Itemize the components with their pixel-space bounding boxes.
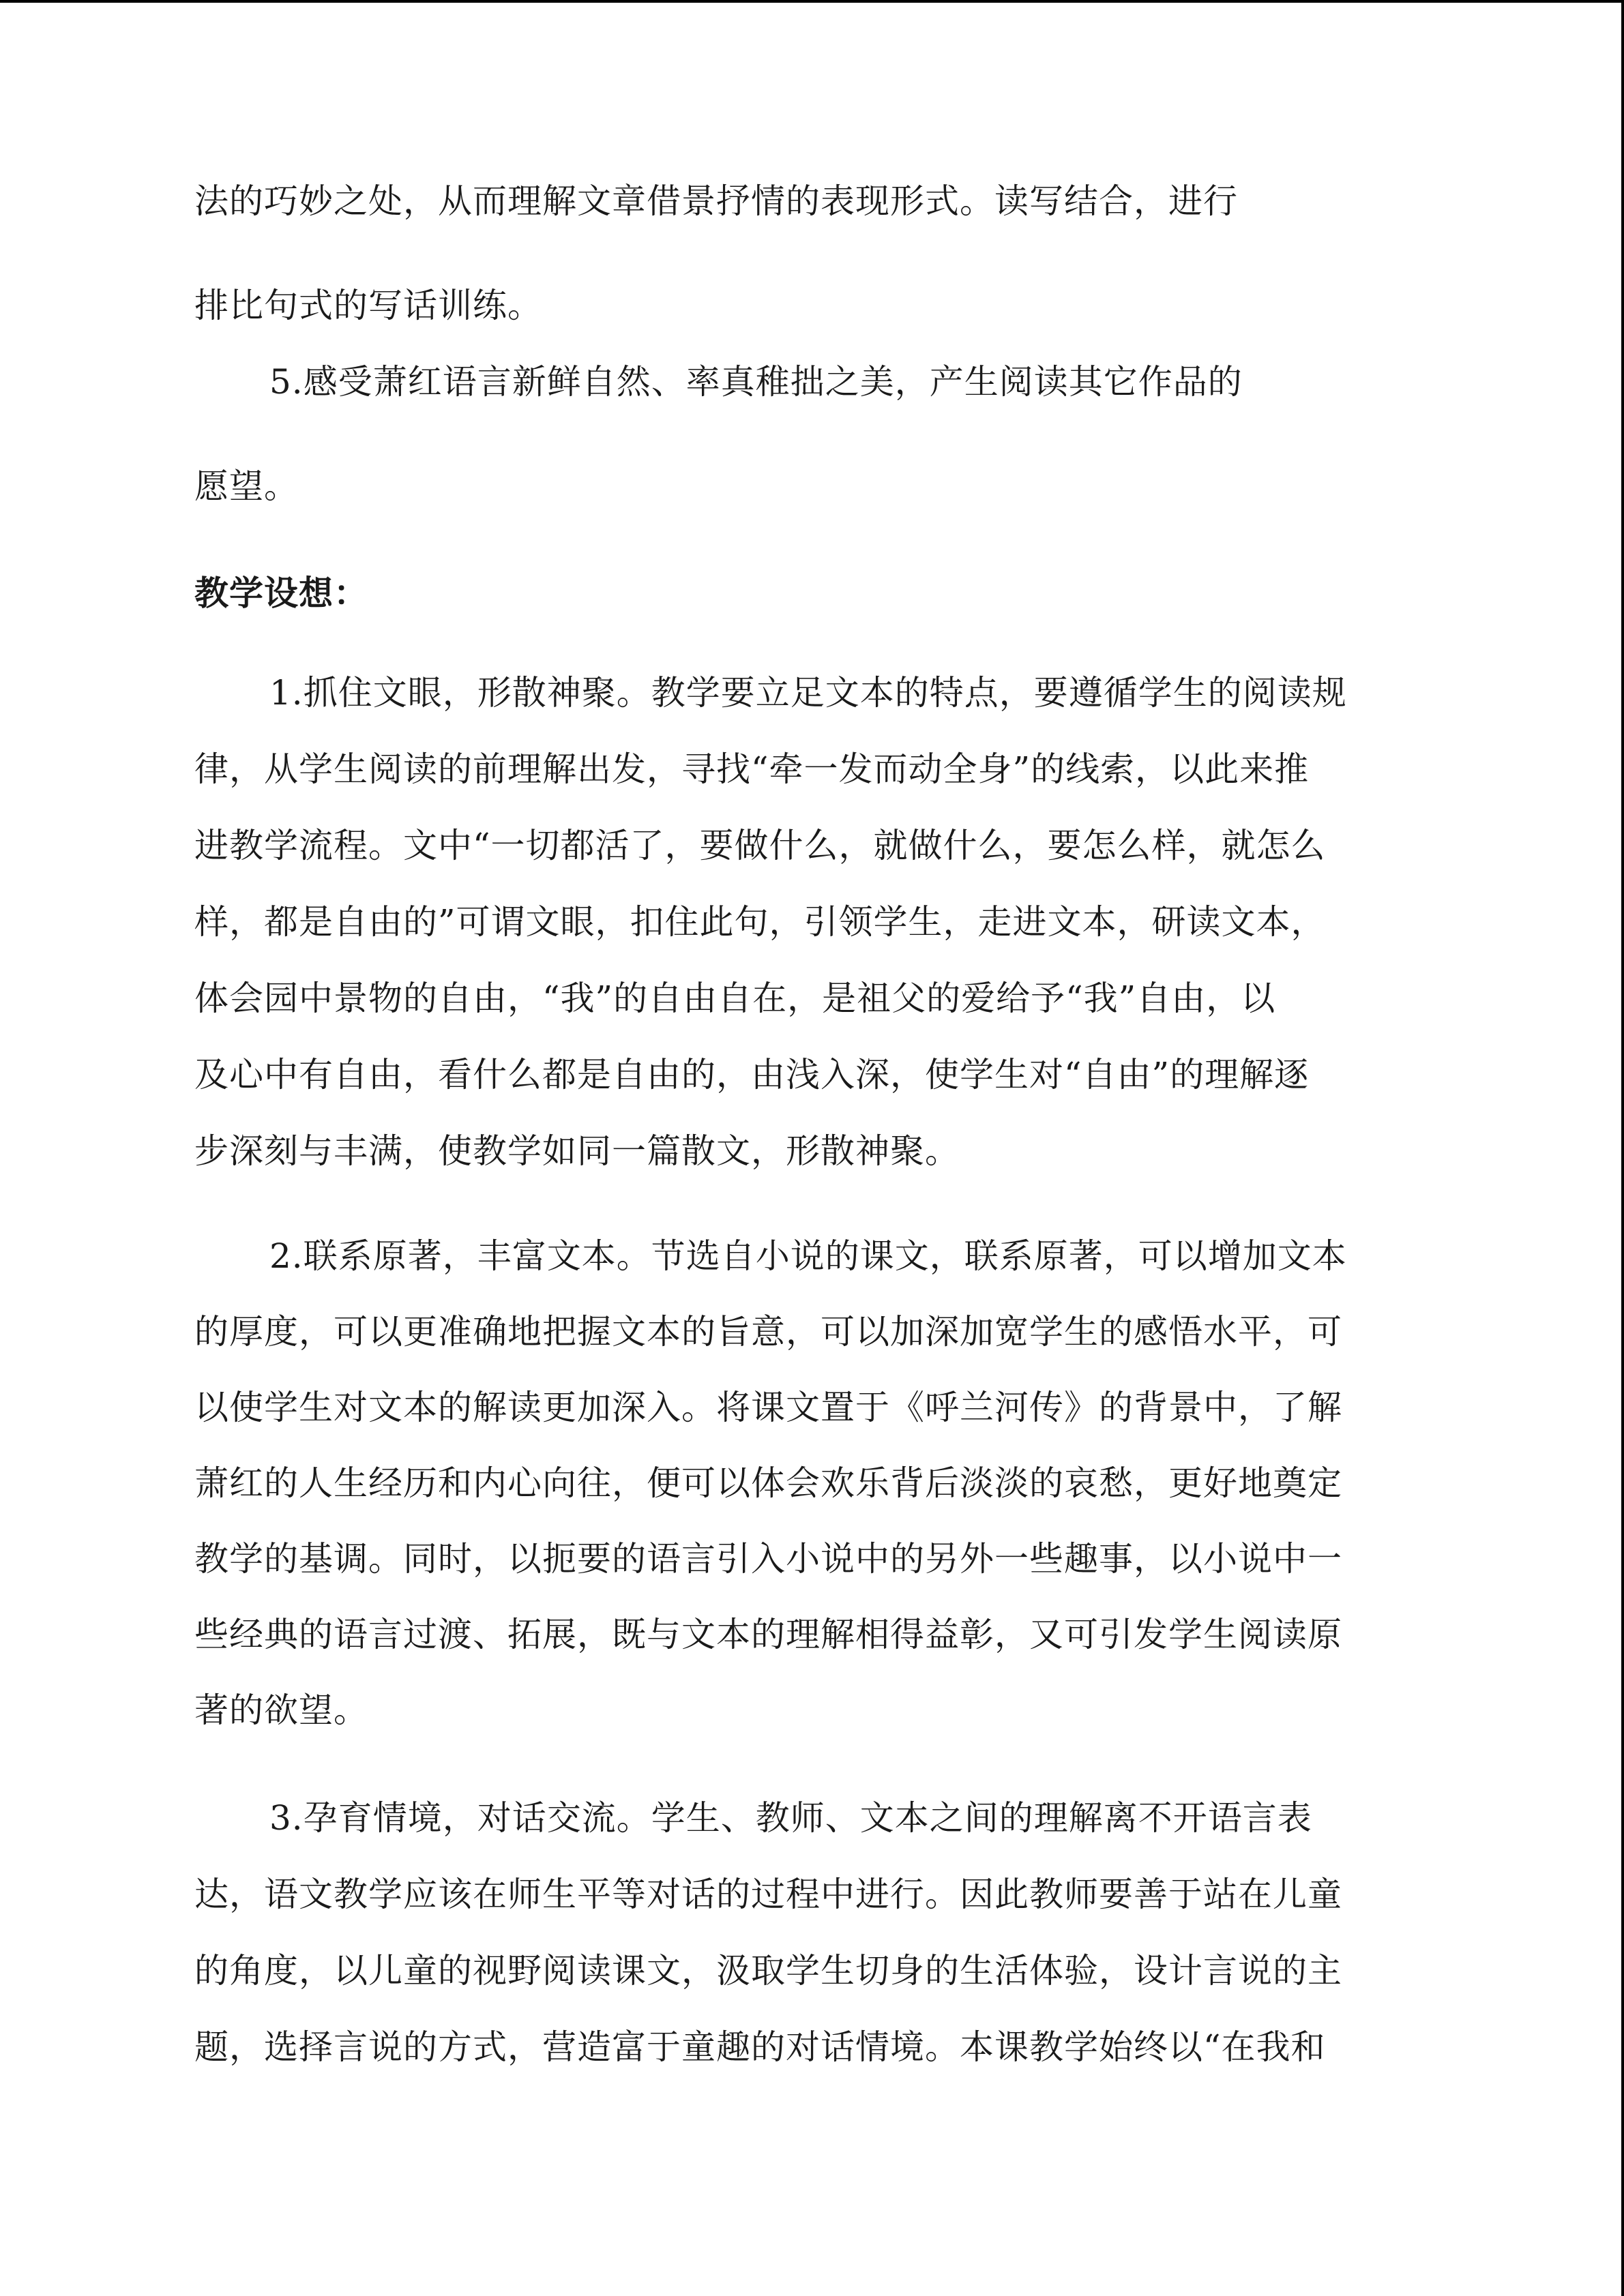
- idea-2-line-7: 著的欲望。: [194, 1690, 368, 1730]
- idea-2-line-3: 以使学生对文本的解读更加深入。将课文置于《呼兰河传》的背景中，了解: [194, 1388, 1342, 1427]
- page-right-border: [1621, 0, 1624, 2296]
- idea-2-line-6: 些经典的语言过渡、拓展，既与文本的理解相得益彰，又可引发学生阅读原: [194, 1615, 1342, 1654]
- idea-1-line-4: 样，都是自由的”可谓文眼，扣住此句，引领学生，走进文本，研读文本，: [194, 902, 1326, 942]
- idea-2-line-1: 2.联系原著，丰富文本。节选自小说的课文，联系原著，可以增加文本: [269, 1236, 1347, 1276]
- idea-1-line-6: 及心中有自由，看什么都是自由的，由浅入深，使学生对“自由”的理解逐: [194, 1055, 1310, 1094]
- page-top-border: [0, 0, 1624, 3]
- idea-1-line-3: 进教学流程。文中“一切都活了，要做什么，就做什么，要怎么样，就怎么: [194, 826, 1326, 865]
- idea-3-line-3: 的角度，以儿童的视野阅读课文，汲取学生切身的生活体验，设计言说的主: [194, 1951, 1342, 1991]
- objective-5-line-2: 愿望。: [194, 466, 299, 506]
- idea-1-line-2: 律，从学生阅读的前理解出发，寻找“牵一发而动全身”的线索，以此来推: [194, 749, 1310, 789]
- idea-2-line-5: 教学的基调。同时，以扼要的语言引入小说中的另外一些趣事，以小说中一: [194, 1539, 1342, 1579]
- objective-tail-line-1: 法的巧妙之处，从而理解文章借景抒情的表现形式。读写结合，进行: [194, 181, 1238, 221]
- objective-5-line-1: 5.感受萧红语言新鲜自然、率真稚拙之美，产生阅读其它作品的: [269, 362, 1243, 402]
- idea-1-line-5: 体会园中景物的自由，“我”的自由自在，是祖父的爱给予“我”自由，以: [194, 979, 1276, 1018]
- objective-tail-line-2: 排比句式的写话训练。: [194, 286, 542, 325]
- idea-3-line-1: 3.孕育情境，对话交流。学生、教师、文本之间的理解离不开语言表: [269, 1798, 1312, 1838]
- idea-2-line-2: 的厚度，可以更准确地把握文本的旨意，可以加深加宽学生的感悟水平，可: [194, 1312, 1342, 1352]
- idea-3-line-2: 达，语文教学应该在师生平等对话的过程中进行。因此教师要善于站在儿童: [194, 1875, 1342, 1914]
- idea-1-line-7: 步深刻与丰满，使教学如同一篇散文，形散神聚。: [194, 1131, 960, 1171]
- idea-1-line-1: 1.抓住文眼，形散神聚。教学要立足文本的特点，要遵循学生的阅读规: [269, 673, 1347, 713]
- section-heading: 教学设想：: [194, 573, 368, 613]
- idea-2-line-4: 萧红的人生经历和内心向往，便可以体会欢乐背后淡淡的哀愁，更好地奠定: [194, 1463, 1342, 1503]
- idea-3-line-4: 题，选择言说的方式，营造富于童趣的对话情境。本课教学始终以“在我和: [194, 2027, 1326, 2067]
